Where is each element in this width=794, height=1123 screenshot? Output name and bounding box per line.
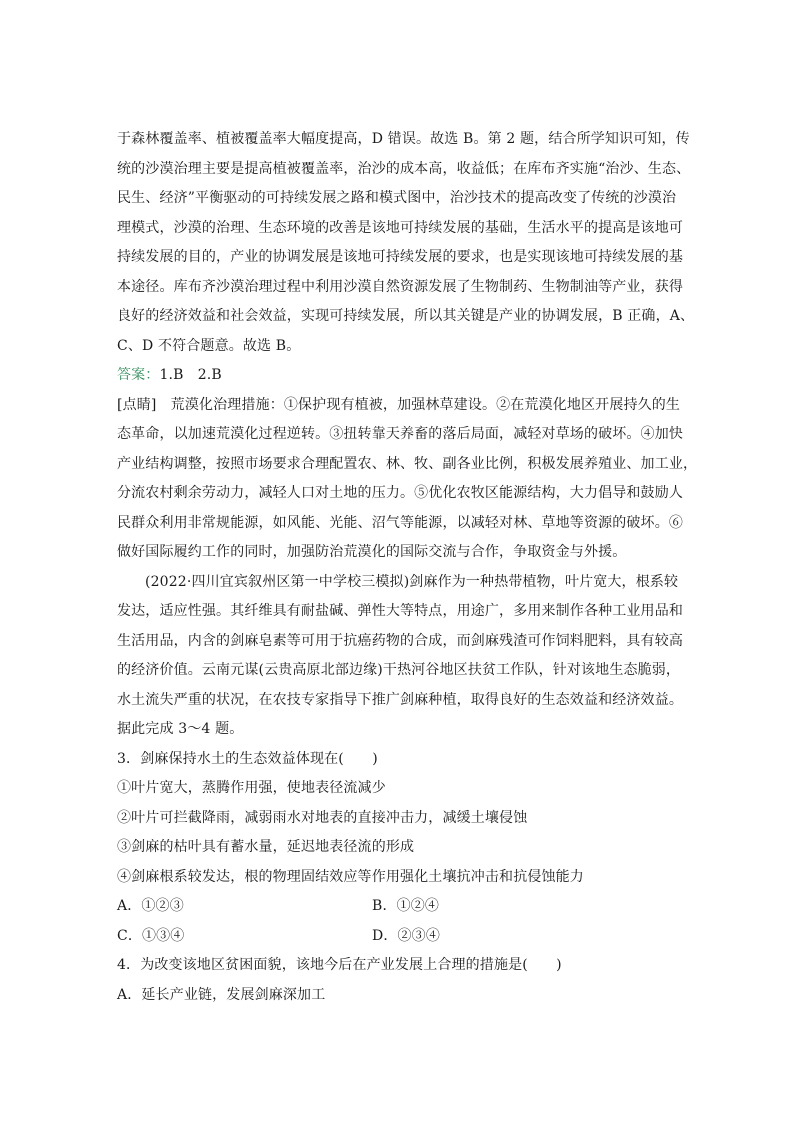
answer-value: 1.B 2.B	[159, 367, 222, 383]
explanation-line: 良好的经济效益和社会效益，实现可持续发展，所以其关键是产业的协调发展，B 正确，A、	[117, 308, 695, 324]
question-statement: ④剑麻根系较发达，根的物理固结效应等作用强化土壤抗冲击和抗侵蚀能力	[117, 868, 584, 885]
answer-label: 答案：	[117, 367, 160, 383]
options-row	[117, 892, 687, 922]
tip-line: [点睛] 荒漠化治理措施：①保护现有植被，加强林草建设。②在荒漠化地区开展持久的生	[117, 396, 681, 413]
options-row	[117, 922, 687, 952]
passage-section	[117, 568, 687, 745]
option-a[interactable]: A．①②③	[117, 898, 184, 914]
answer-line	[117, 361, 687, 391]
passage-line: 的经济价值。云南元谋(云贵高原北部边缘)干热河谷地区扶贫工作队，针对该地生态脆弱，	[117, 662, 681, 678]
explanation-line: 统的沙漠治理主要是提高植被覆盖率，治沙的成本高，收益低；在库布齐实施“治沙、生态、	[117, 160, 691, 177]
explanation-line: 本途径。库布齐沙漠治理过程中利用沙漠自然资源发展了生物制药、生物制油等产业，获得	[117, 278, 683, 295]
tip-line: 民群众利用非常规能源，如风能、光能、沼气等能源，以减轻对林、草地等资源的破坏。⑥	[117, 514, 683, 531]
question-statement: ②叶片可拦截降雨，减弱雨水对地表的直接冲击力，减缓土壤侵蚀	[117, 809, 528, 826]
passage-line: 水土流失严重的状况，在农技专家指导下推广剑麻种植，取得良好的生态效益和经济效益。	[117, 691, 683, 708]
passage-line: 生活用品，内含的剑麻皂素等可用于抗癌药物的合成，而剑麻残渣可作饲料肥料，具有较高	[117, 632, 683, 649]
explanation-section	[117, 125, 695, 361]
tip-line: 做好国际履约工作的同时，加强防治荒漠化的国际交流与合作，争取资金与外援。	[117, 544, 627, 560]
passage-line: 据此完成 3～4 题。	[117, 721, 244, 737]
question-3	[117, 745, 687, 952]
explanation-line: 持续发展的目的，产业的协调发展是该地可持续发展的要求，也是实现该地可持续发展的基	[117, 249, 683, 265]
explanation-line: C、D 不符合题意。故选 B。	[117, 337, 301, 354]
document-page	[117, 125, 698, 1010]
tip-line: 分流农村剩余劳动力，减轻人口对土地的压力。⑤优化农牧区能源结构，大力倡导和鼓励人	[117, 485, 683, 501]
option-c[interactable]: C．①③④	[117, 927, 185, 944]
explanation-line: 理模式，沙漠的治理、生态环境的改善是该地可持续发展的基础，生活水平的提高是该地可	[117, 219, 683, 236]
explanation-line: 于森林覆盖率、植被覆盖率大幅度提高，D 错误。故选 B。第 2 题，结合所学知识可知，传	[117, 131, 690, 147]
question-stem: 3．剑麻保持水土的生态效益体现在( )	[117, 750, 378, 767]
option-d[interactable]: D．②③④	[372, 927, 440, 944]
question-4	[117, 951, 687, 1010]
passage-line: (2022·四川宜宾叙州区第一中学校三模拟)剑麻作为一种热带植物，叶片宽大，根系较	[145, 573, 679, 590]
question-stem: 4．为改变该地区贫困面貌，该地今后在产业发展上合理的措施是( )	[117, 957, 562, 973]
question-statement: ③剑麻的枯叶具有蓄水量，延迟地表径流的形成	[117, 839, 415, 855]
option-a[interactable]: A．延长产业链，发展剑麻深加工	[117, 986, 326, 1003]
question-statement: ①叶片宽大，蒸腾作用强，使地表径流减少	[117, 780, 386, 796]
option-b[interactable]: B．①②④	[372, 898, 440, 914]
tip-line: 态革命，以加速荒漠化过程逆转。③扭转靠天养畜的落后局面，减轻对草场的破坏。④加快	[117, 426, 683, 442]
passage-line: 发达，适应性强。其纤维具有耐盐碱、弹性大等特点，用途广，多用来制作各种工业用品和	[117, 603, 683, 619]
tip-section	[117, 391, 698, 568]
explanation-line: 民生、经济”平衡驱动的可持续发展之路和模式图中，治沙技术的提高改变了传统的沙漠治	[117, 190, 677, 206]
tip-line: 产业结构调整，按照市场要求合理配置农、林、牧、副各业比例，积极发展养殖业、加工业，	[117, 455, 698, 472]
